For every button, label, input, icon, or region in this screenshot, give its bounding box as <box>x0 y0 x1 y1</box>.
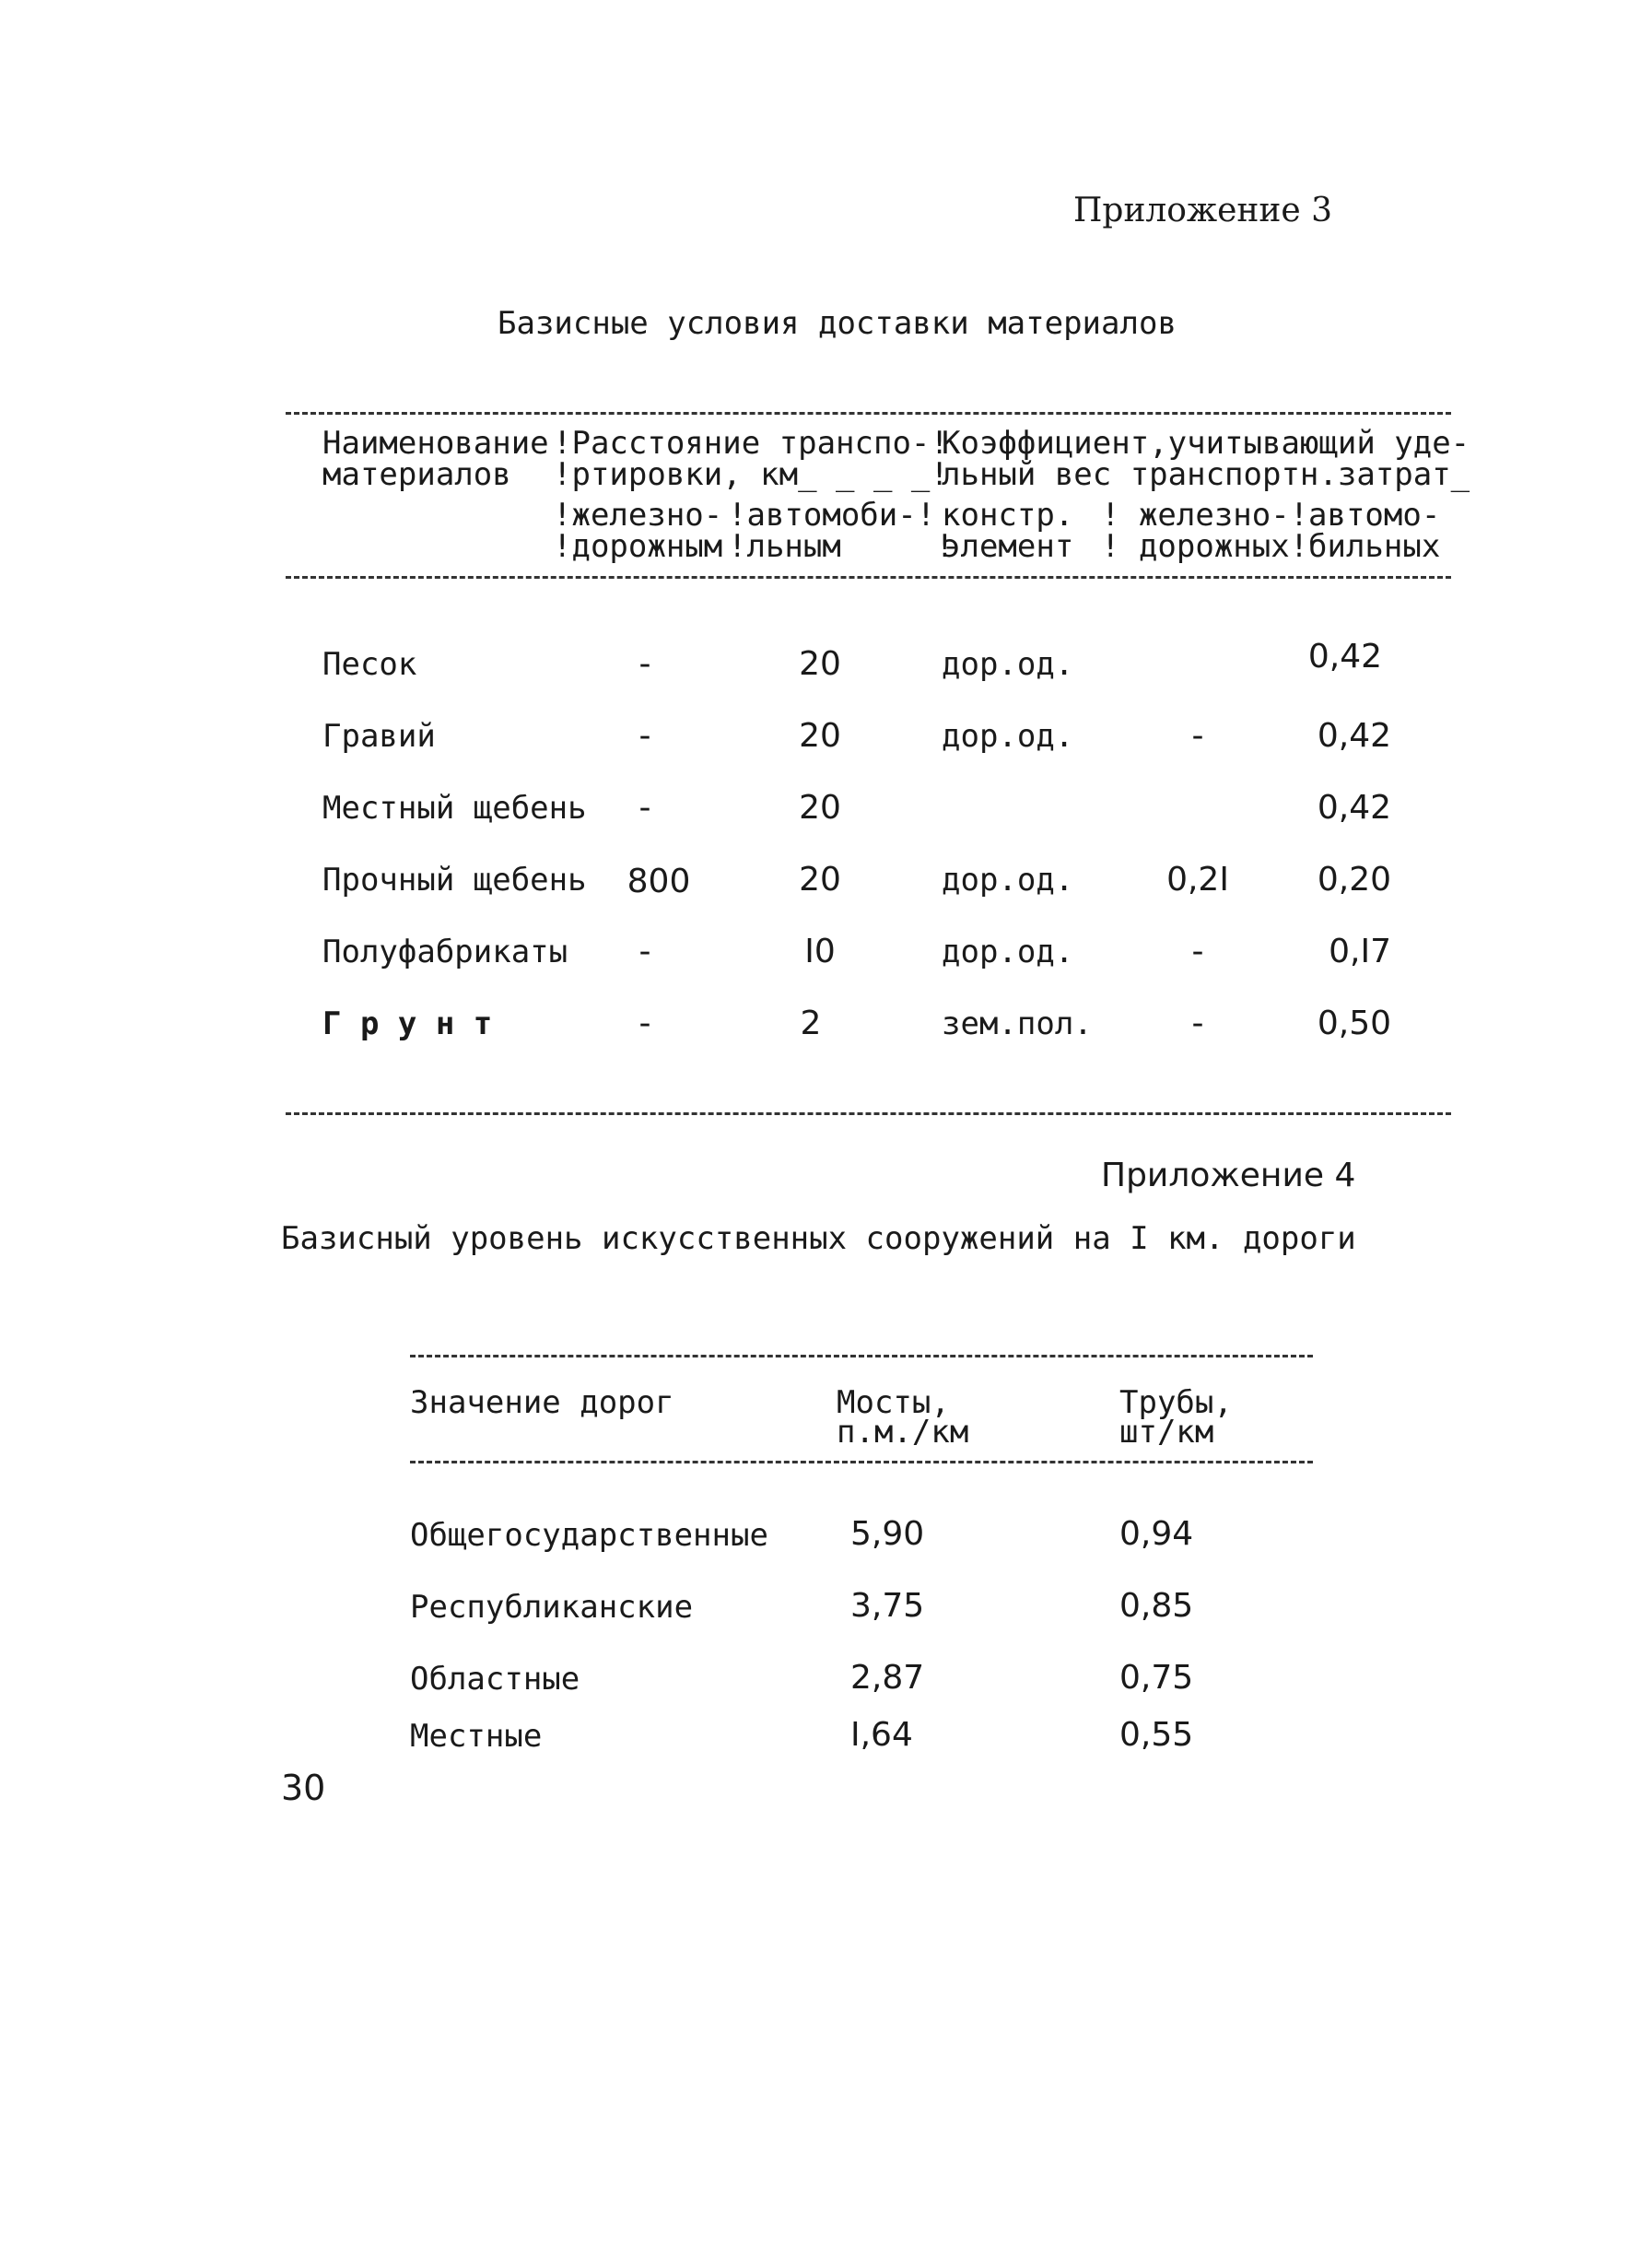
header-auto-2: !льным ! <box>728 528 955 565</box>
header-coef-1: Коэффициент,учитывающий уде- <box>942 425 1470 462</box>
row-name: Гравий <box>322 718 436 755</box>
row-name: Областные <box>410 1661 580 1698</box>
row-name: Прочный щебень <box>322 862 587 899</box>
table-bottom-rule <box>286 1112 1451 1115</box>
row-name: Республиканские <box>410 1589 694 1626</box>
row-element: дор.од. <box>942 862 1074 899</box>
row-bridges: I,64 <box>850 1716 913 1754</box>
header-rail-1: !железно- <box>553 497 723 534</box>
row-pipes: 0,55 <box>1119 1716 1194 1754</box>
page-number: 30 <box>281 1768 326 1808</box>
row-auto: 20 <box>799 645 841 683</box>
header-constr-1: констр. <box>942 497 1074 534</box>
row-kauto: 0,20 <box>1317 861 1391 899</box>
row-auto: I0 <box>804 933 836 970</box>
row-rail: - <box>638 933 651 970</box>
header-road-type: Значение дорог <box>410 1384 674 1421</box>
row-element: зем.пол. <box>942 1005 1093 1042</box>
row-rail: - <box>638 1005 651 1042</box>
header-pipes-1: Трубы, <box>1119 1384 1233 1421</box>
table-top-rule <box>286 412 1451 415</box>
header-bridges-2: п.м./км <box>837 1414 969 1451</box>
row-name: Местные <box>410 1718 543 1755</box>
row-krail: - <box>1191 933 1204 970</box>
header-rail-2: !дорожным <box>553 528 723 565</box>
table2-top-rule <box>410 1355 1313 1357</box>
row-kauto: 0,42 <box>1317 717 1391 755</box>
header-distance-1: !Расстояние транспо-! <box>553 425 949 462</box>
appendix-4-title: Базисный уровень искусственных сооружений на I км. дороги <box>281 1220 1356 1257</box>
row-auto: 20 <box>799 717 841 755</box>
row-element: дор.од. <box>942 718 1074 755</box>
header-auto-1: !автомоби-! <box>728 497 936 534</box>
row-krail: - <box>1191 1005 1204 1042</box>
appendix-4-label: Приложение 4 <box>1101 1157 1356 1194</box>
row-auto: 20 <box>799 789 841 827</box>
row-bridges: 3,75 <box>850 1587 925 1625</box>
appendix-3-label: Приложение 3 <box>1073 192 1333 229</box>
row-rail: - <box>638 717 651 755</box>
header-name-2: материалов <box>322 456 511 493</box>
row-auto: 20 <box>799 861 841 899</box>
row-name: Местный щебень <box>322 790 587 827</box>
header-krail-2: ! дорожных! <box>1101 528 1309 565</box>
row-rail: - <box>638 645 651 683</box>
table2-header-rule <box>410 1461 1313 1463</box>
appendix-3-title: Базисные условия доставки материалов <box>498 305 1177 342</box>
row-element: дор.од. <box>942 934 1074 970</box>
row-kauto: 0,50 <box>1317 1005 1391 1042</box>
header-krail-1: ! железно-! <box>1101 497 1309 534</box>
header-name-1: Наименование <box>322 425 549 462</box>
header-pipes-2: шт/км <box>1119 1414 1214 1451</box>
row-krail: - <box>1191 717 1204 755</box>
header-kauto-1: автомо- <box>1308 497 1441 534</box>
table-header-rule <box>286 576 1451 579</box>
header-kauto-2: бильных <box>1308 528 1441 565</box>
row-name: Г р у н т <box>322 1005 493 1042</box>
row-bridges: 2,87 <box>850 1659 925 1697</box>
row-pipes: 0,85 <box>1119 1587 1194 1625</box>
header-bridges-1: Мосты, <box>837 1384 950 1421</box>
row-auto: 2 <box>800 1005 822 1042</box>
header-constr-2: элемент <box>942 528 1074 565</box>
row-krail: 0,2I <box>1166 861 1229 899</box>
row-element: дор.од. <box>942 646 1074 683</box>
row-rail: - <box>638 789 651 827</box>
row-name: Общегосударственные <box>410 1517 768 1554</box>
row-kauto: 0,I7 <box>1329 933 1391 970</box>
row-pipes: 0,75 <box>1119 1659 1194 1697</box>
header-distance-2: !ртировки, км_ _ _ _! <box>553 456 949 493</box>
header-coef-2: льный вес транспортн.затрат_ <box>942 456 1470 493</box>
row-kauto: 0,42 <box>1307 638 1382 676</box>
row-pipes: 0,94 <box>1119 1515 1194 1553</box>
row-bridges: 5,90 <box>850 1515 925 1553</box>
row-name: Полуфабрикаты <box>322 934 568 970</box>
row-rail: 800 <box>627 863 691 900</box>
row-name: Песок <box>322 646 417 683</box>
row-kauto: 0,42 <box>1317 789 1391 827</box>
